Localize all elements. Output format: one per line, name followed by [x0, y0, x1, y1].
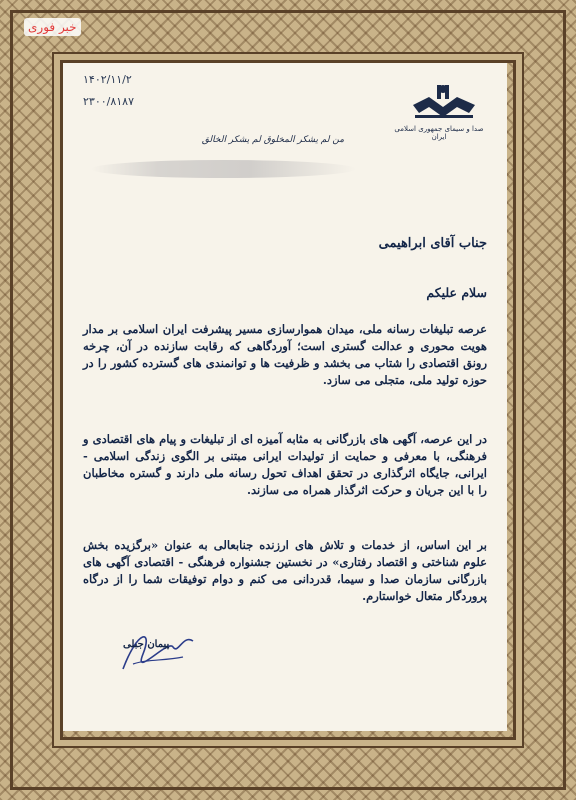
opening-quote: من لم یشکر المخلوق لم یشکر الخالق [201, 135, 345, 145]
greeting: سلام علیکم [426, 285, 487, 300]
salutation: جناب آقای ابراهیمی [378, 236, 487, 251]
paragraph-2: در این عرصه، آگهی های بازرگانی به مثابه آمیزه ای از تبلیغات و پیام های اقتصادی و فرهنگی، با معرفی و حمایت از تولیدات ایرانی مبتنی بر الگوی زندگی اسلامی - ایرانی، جایگاه اثرگذاری در تحقق اهداف تحول رسانه ملی دارند و گستره مخاطبان را با این جریان و حرکت اثرگذار همراه می سازند. [83, 432, 487, 497]
signer-name: پیمان جبلی [123, 639, 170, 650]
organization-name: صدا و سیمای جمهوری اسلامی ایران [394, 125, 484, 141]
irib-logo-icon [409, 83, 479, 123]
paragraph-1: عرصه تبلیغات رسانه ملی، میدان هموارسازی مسیر پیشرفت ایران اسلامی بر مدار هویت محوری و عدالت گستری است؛ آوردگاهی که رقابت سازنده در آن، چرخه رونق اقتصادی را شتاب می بخشد و ظرفیت ها و توانمندی های گسترده کشور را در حوزه تولید ملی، متجلی می سازد. [83, 322, 487, 387]
letter-paper [63, 63, 507, 731]
paragraph-3: بر این اساس، از خدمات و تلاش های ارزنده جنابعالی به عنوان «برگزیده بخش علوم شناختی و اقتصاد رفتاری» در نخستین جشنواره فرهنگی - اقتصادی آگهی های بازرگانی سازمان صدا و سیما، قدردانی می کنم و دوام توفیقات شما را از درگاه پروردگار متعال خواستارم. [83, 538, 487, 603]
redaction-smudge [91, 160, 356, 178]
letter-number: ۲۳۰۰/۸۱۸۷ [83, 95, 134, 108]
letter-date: ۱۴۰۲/۱۱/۲ [83, 73, 132, 86]
watermark-badge: خبر فوری [24, 18, 81, 36]
